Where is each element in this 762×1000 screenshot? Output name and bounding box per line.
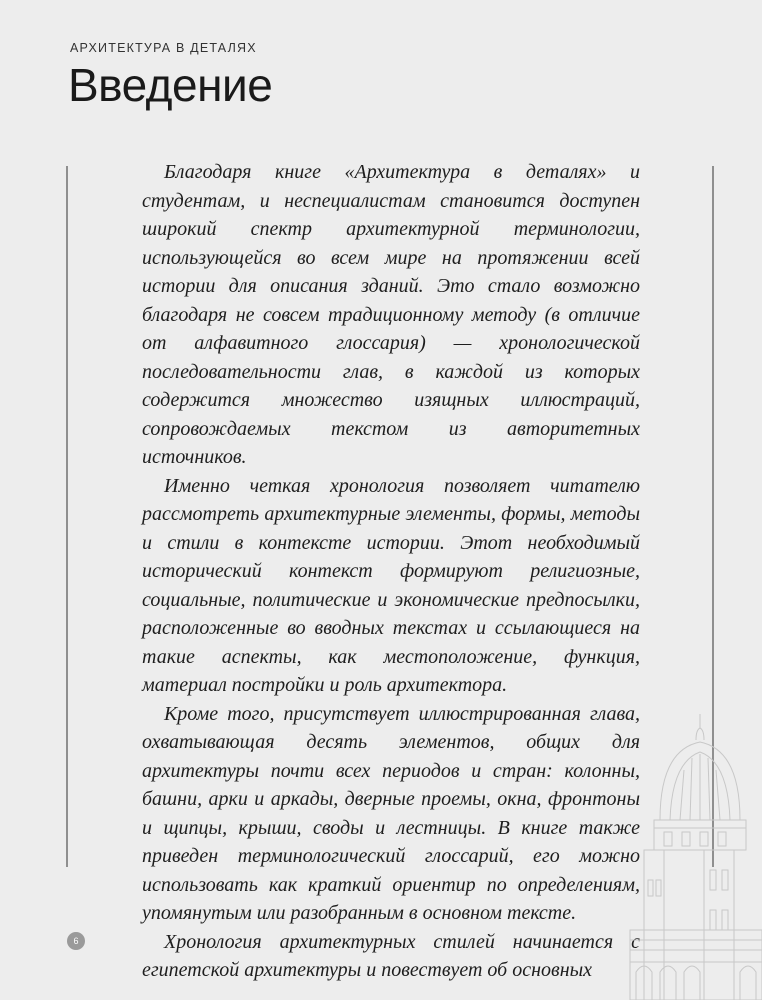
- building-sketch-illustration: [630, 700, 762, 1000]
- running-head: АРХИТЕКТУРА В ДЕТАЛЯХ: [70, 41, 257, 55]
- paragraph: Кроме того, присутствует иллюстрированная глава, охватывающая десять элементов, общих для архитектуры почти всех периодов и стран: колонны, башни, арки и аркады, дверные проемы, окна, фронтоны и щипцы, крыши, своды и лестницы. В книге также приведен терминологический глоссарий, его можно использовать как краткий ориентир по определениям, упомянутым или разобранным в основном тексте.: [142, 702, 640, 924]
- page-title: Введение: [68, 59, 273, 111]
- paragraph: Именно четкая хронология позволяет читателю рассмотреть архитектурные элементы, формы, методы и стили в контексте истории. Этот необходимый исторический контекст формируют религиозные, социальные, политические и экономические предпосылки, расположенные во вводных текстах и ссылающиеся на такие аспекты, как местоположение, функция, материал постройки и роль архитектора.: [142, 474, 640, 696]
- paragraph: Благодаря книге «Архитектура в деталях» и студентам, и неспециалистам становится доступен широкий спектр архитектурной терминологии, использующейся во всем мире на протяжении всей истории для описания зданий. Это стало возможно благодаря не совсем традиционному методу (в отличие от алфавитного глоссария) — хронологической последовательности глав, в каждой из которых содержится множество изящных иллюстраций, сопровождаемых текстом из авторитетных источников.: [142, 161, 640, 468]
- left-margin-rule: [66, 166, 68, 867]
- page-number-badge: 6: [67, 932, 85, 950]
- body-text: [142, 158, 640, 981]
- paragraph: Хронология архитектурных стилей начинается с египетской архитектуры и повествует об основных: [142, 930, 640, 981]
